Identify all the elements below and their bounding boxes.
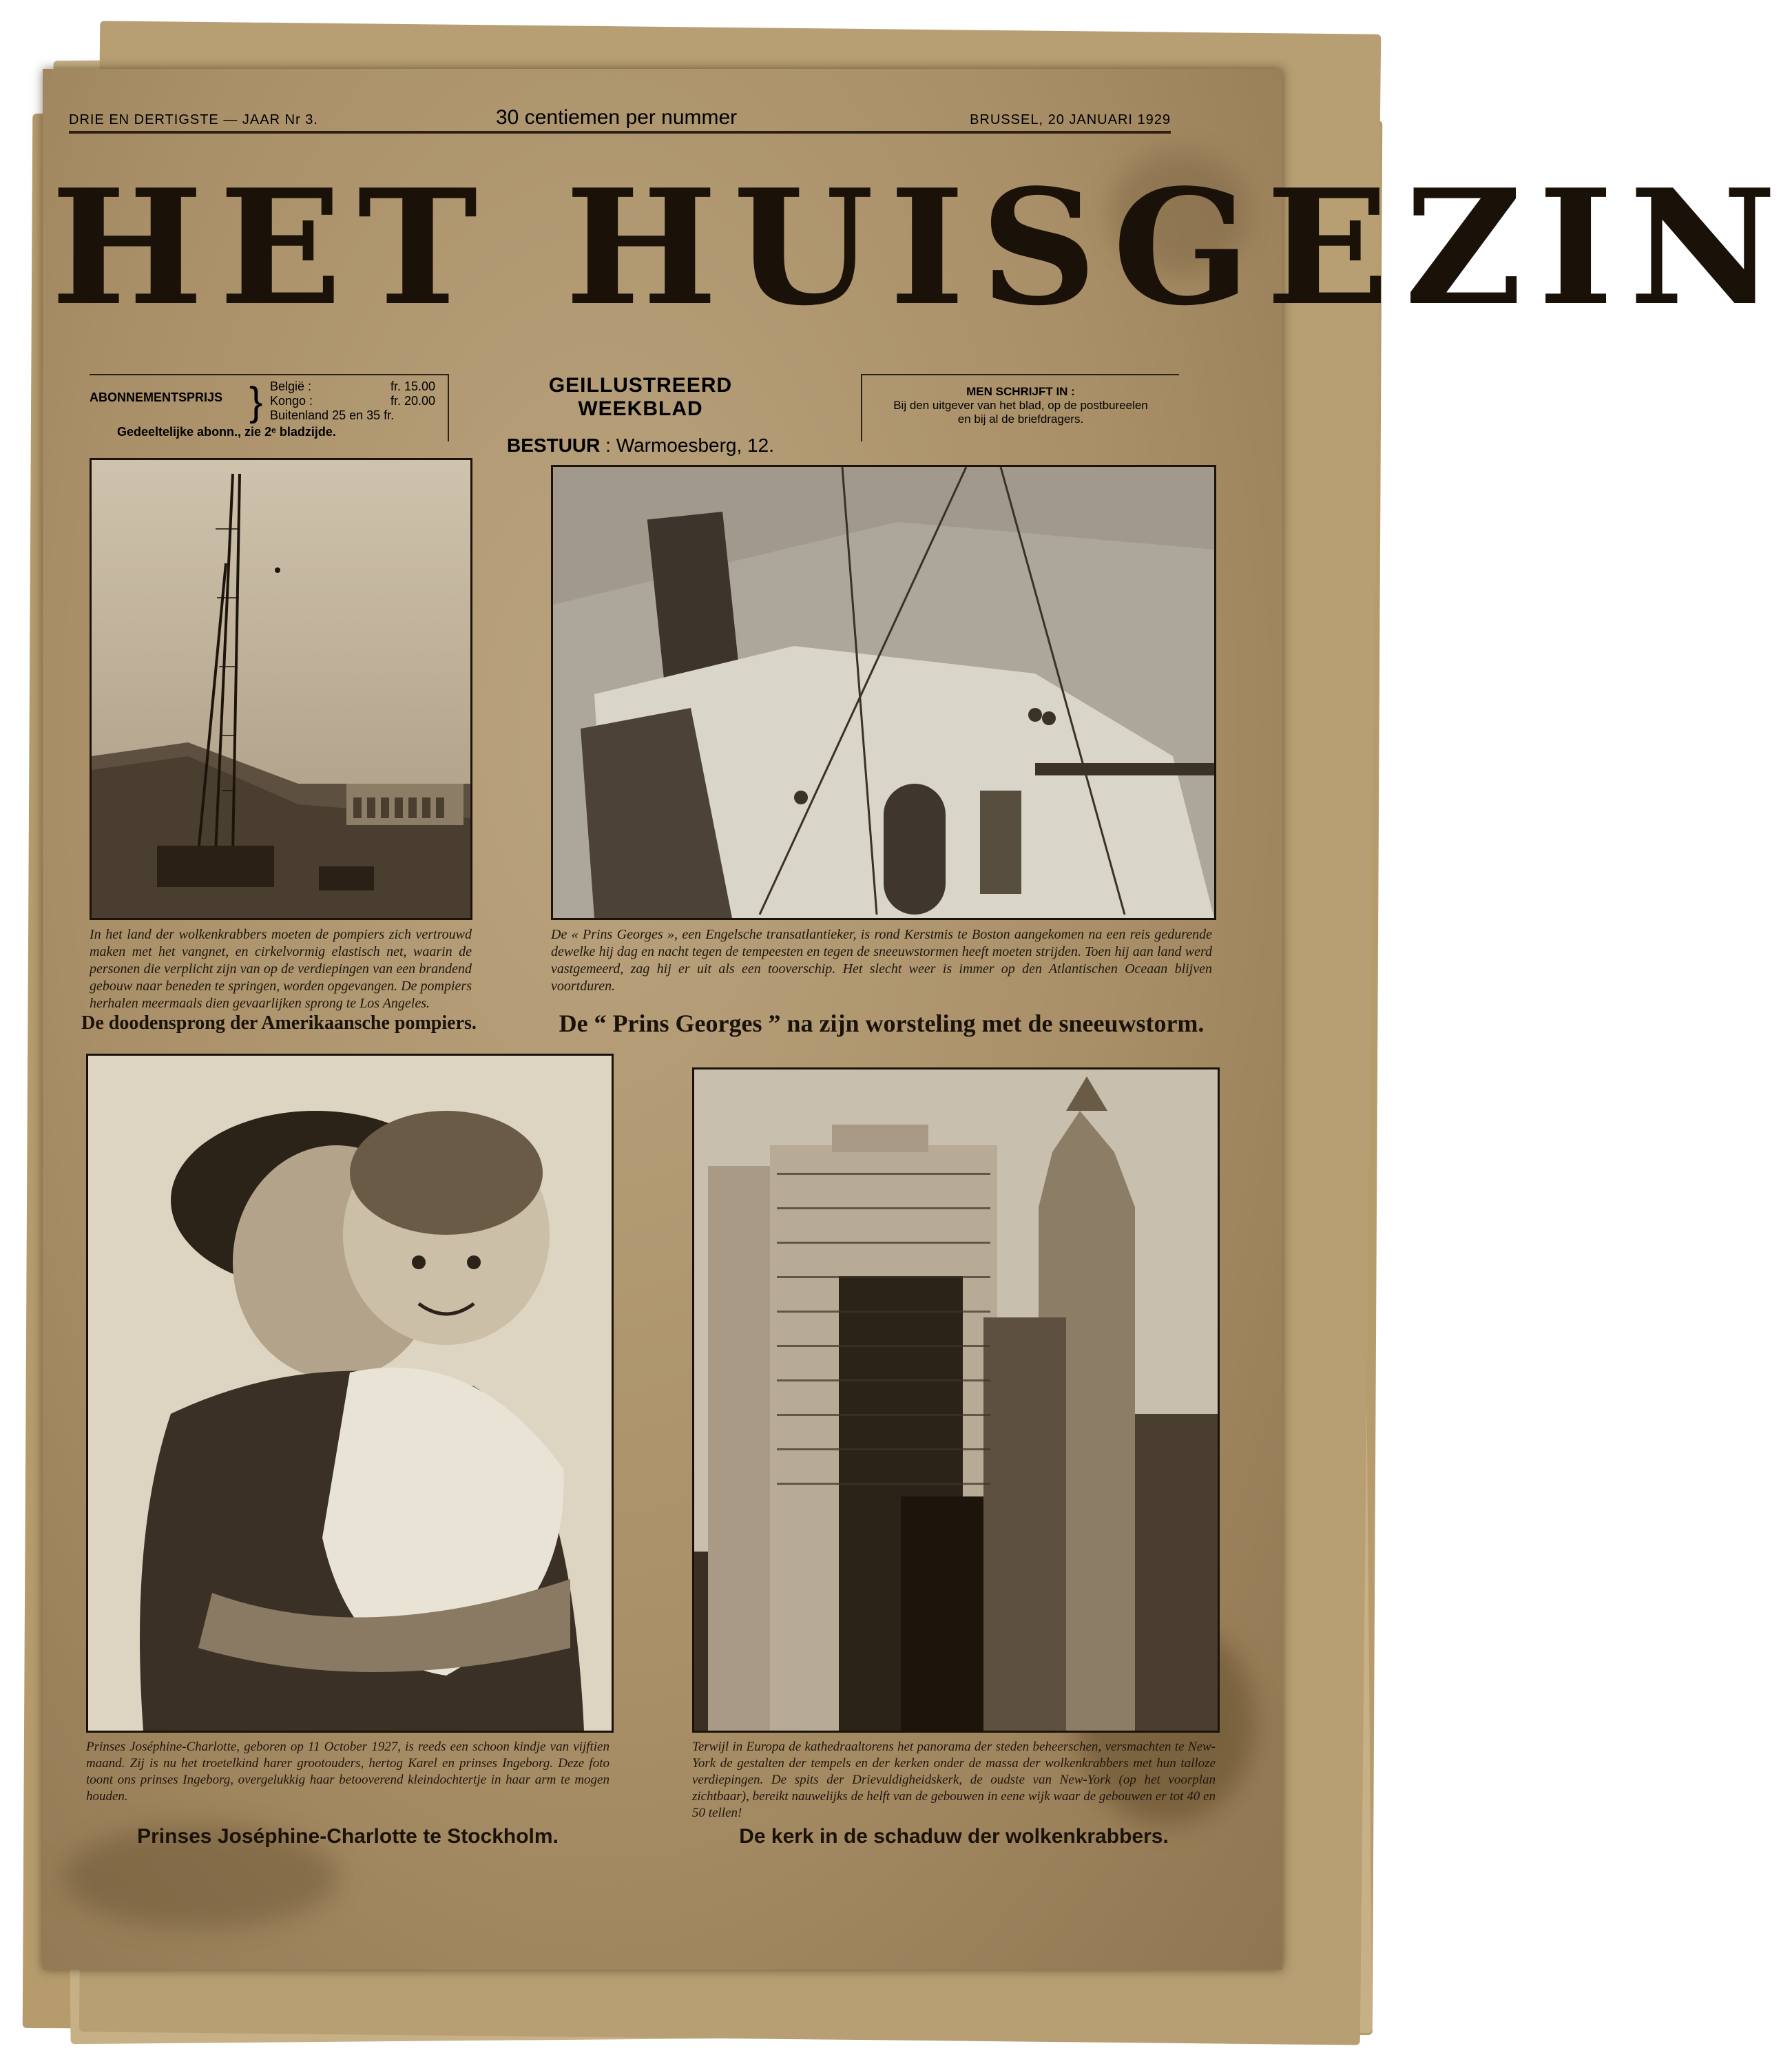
price-row: België : fr. 15.00 xyxy=(270,379,435,393)
order-title: MEN SCHRIJFT IN : xyxy=(966,385,1075,398)
price-row: Buitenland 25 en 35 fr. xyxy=(270,408,395,422)
publisher-info xyxy=(489,374,792,457)
caption-princess: Prinses Joséphine-Charlotte, geboren op 11 October 1927, is reeds een schoon kindje van vijftien maand. Zij is nu het troetelkind harer grootouders, hertog Karel en prinses Ingeborg. Deze foto toont ons prinses Ingeborg, overgelukkig haar betooverend kleindochtertje in haar arm te mogen houden. xyxy=(86,1740,610,1804)
dateline: BRUSSEL, 20 JANUARI 1929 xyxy=(970,112,1171,127)
caption-ship: De « Prins Georges », een Engelsche transatlantieker, is rond Kerstmis te Boston aangekomen na een reis gedurende dewelke hij dag en nacht tegen de tempeesten en tegen de sneeuwstormen heeft moeten strijden. Toen hij aan land werd vastgemeerd, zag hij er uit als een tooverschip. Het slecht weer is immer op den Atlantischen Oceaan blijven voortduren. xyxy=(551,927,1212,994)
subscription-label: ABONNEMENTSPRIJS xyxy=(90,390,223,404)
subscription-prices xyxy=(270,379,435,423)
subscription-box xyxy=(90,374,449,441)
order-line-2: en bij al de briefdragers. xyxy=(957,413,1084,426)
headline-ship: De “ Prins Georges ” na zijn worsteling met de sneeuwstorm. xyxy=(559,1010,1205,1037)
subscription-note: Gedeeltelijke abonn., zie 2ᵉ bladzijde. xyxy=(117,425,336,439)
caption-skyscrapers: Terwijl in Europa de kathedraaltorens het panorama der steden beheerschen, versmachten te New-York de gestalten der tempels en der kerken onder de massa der wolkenkrabbers met hun talloze verdiepingen. De spits der Drievuldigheidskerk, de oudste van New-York (op het voorplan zichtbaar), bereikt nauwelijks de helft van de gebouwen in eene wijk waar de gebouwen er tot 40 en 50 tellen! xyxy=(692,1740,1216,1820)
price-row: Kongo : fr. 20.00 xyxy=(270,394,435,408)
volume-number: DRIE EN DERTIGSTE — JAAR Nr 3. xyxy=(69,112,318,127)
tagline: GEILLUSTREERD WEEKBLAD xyxy=(548,374,733,420)
order-info-box xyxy=(861,374,1179,441)
info-bar xyxy=(62,368,1185,456)
headline-princess: Prinses Joséphine-Charlotte te Stockholm. xyxy=(137,1825,559,1848)
fire-ladder-photo xyxy=(90,458,472,920)
ice-covered-ship-photo xyxy=(551,465,1216,920)
issue-price: 30 centiemen per nummer xyxy=(496,106,738,129)
header-rule xyxy=(69,103,1171,134)
headline-firemen: De doodensprong der Amerikaansche pompiers. xyxy=(81,1012,477,1034)
masthead-title: HET HUISGEZIN xyxy=(50,155,1792,341)
mother-and-child-photo xyxy=(86,1054,614,1733)
headline-skyscrapers: De kerk in de schaduw der wolkenkrabbers. xyxy=(739,1825,1169,1848)
skyscrapers-photo xyxy=(692,1067,1220,1733)
caption-firemen: In het land der wolkenkrabbers moeten de pompiers zich vertrouwd maken met het vangnet, en cirkelvormig elastisch net, waarin de personen die verplicht zijn van op de verdiepingen van een brandend gebouw naar beneden te springen, worden opgevangen. De pompiers herhalen meermaals dien gevaarlijken sprong te Los Angeles. xyxy=(90,927,472,1011)
order-line-1: Bij den uitgever van het blad, op de postbureelen xyxy=(893,399,1148,412)
address: BESTUUR : Warmoesberg, 12. xyxy=(507,435,774,456)
brace-glyph: } xyxy=(249,379,263,424)
